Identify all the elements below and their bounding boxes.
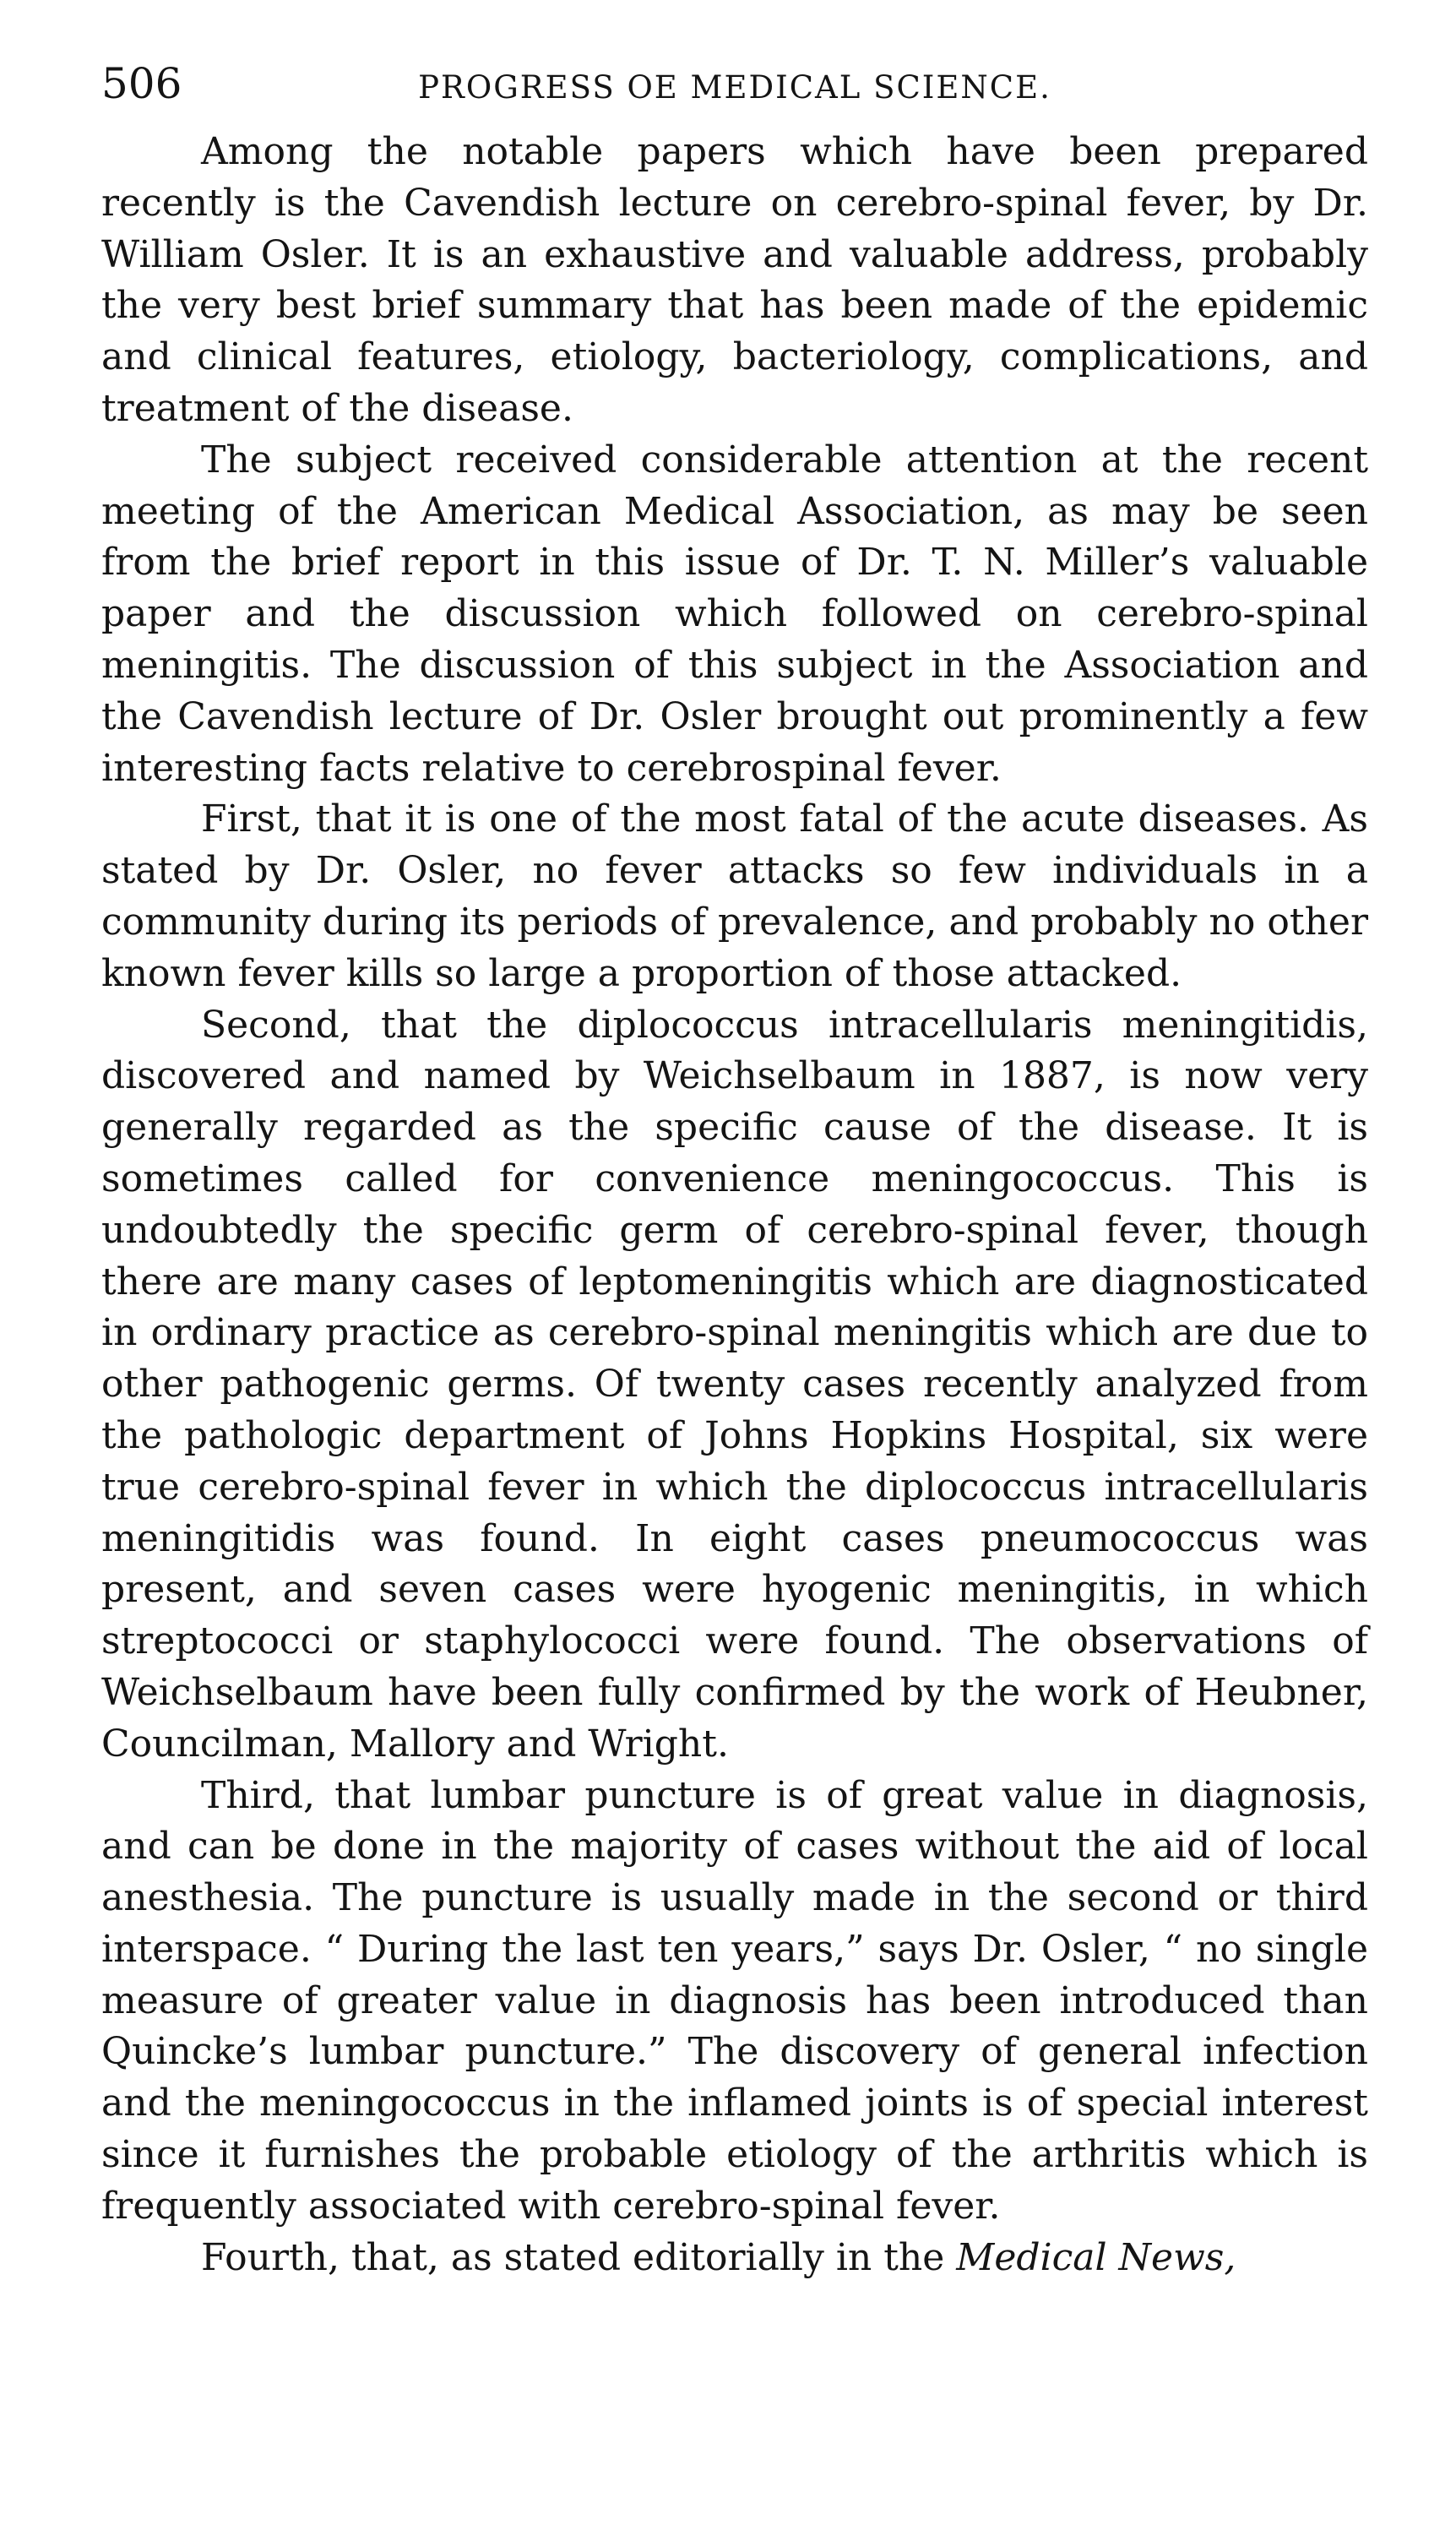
page-number: 506 <box>101 59 182 108</box>
running-head <box>101 49 1368 127</box>
journal-title: Medical News, <box>956 2235 1236 2279</box>
paragraph-second-fact: Second, that the diplococcus intracellularis meningitidis, discovered and named by Weichselbaum in 1887, is now very generally regarded as the specific cause of the disease. It is sometimes called for convenience meningococcus. This is undoubtedly the specific germ of cerebro-spinal fever, though there are many cases of leptomeningitis which are diagnosticated in ordinary practice as cerebro-spinal meningitis which are due to other pathogenic germs. Of twenty cases recently analyzed from the pathologic department of Johns Hopkins Hospital, six were true cerebro-spinal fever in which the diplococcus intracellularis meningitidis was found. In eight cases pneumococcus was present, and seven cases were hyogenic meningitis, in which streptococci or staphylococci were found. The observations of Weichselbaum have been fully confirmed by the work of Heubner, Councilman, Mallory and Wright. <box>101 1003 1368 1766</box>
paragraph-fourth-fact <box>101 2233 1368 2284</box>
paragraph-first-fact: First, that it is one of the most fatal of the acute diseases. As stated by Dr. Osler, no fever attacks so few individuals in a community during its periods of prevalence, and probably no other known fever kills so large a proportion of those attacked. <box>101 797 1368 995</box>
paragraph-subject-attention: The subject received considerable attention at the recent meeting of the American Medical Association, as may be seen from the brief report in this issue of Dr. T. N. Miller’s valuable paper and the discussion which followed on cerebro-spinal meningitis. The discussion of this subject in the Association and the Cavendish lecture of Dr. Osler brought out prominently a few interesting facts relative to cerebrospinal fever. <box>101 438 1368 790</box>
paragraph-third-fact: Third, that lumbar puncture is of great value in diagnosis, and can be done in the majority of cases without the aid of local anesthesia. The puncture is usually made in the second or third interspace. “ During the last ten years,” says Dr. Osler, “ no single measure of greater value in diagnosis has been introduced than Quincke’s lumbar puncture.” The discovery of general infection and the meningococcus in the inflamed joints is of special interest since it furnishes the probable etiology of the arthritis which is frequently associated with cerebro-spinal fever. <box>101 1773 1368 2228</box>
body-text <box>101 127 1368 2283</box>
paragraph-notable-papers: Among the notable papers which have been prepared recently is the Cavendish lecture on cerebro-spinal fever, by Dr. William Osler. It is an exhaustive and valuable address, probably the very best brief summary that has been made of the epidemic and clinical features, etiology, bacteriology, complications, and treatment of the disease. <box>101 130 1368 430</box>
paragraph-fourth-text: Fourth, that, as stated editorially in the <box>201 2235 945 2279</box>
book-page <box>101 49 1368 2283</box>
running-title: PROGRESS OE MEDICAL SCIENCE. <box>418 69 1051 106</box>
